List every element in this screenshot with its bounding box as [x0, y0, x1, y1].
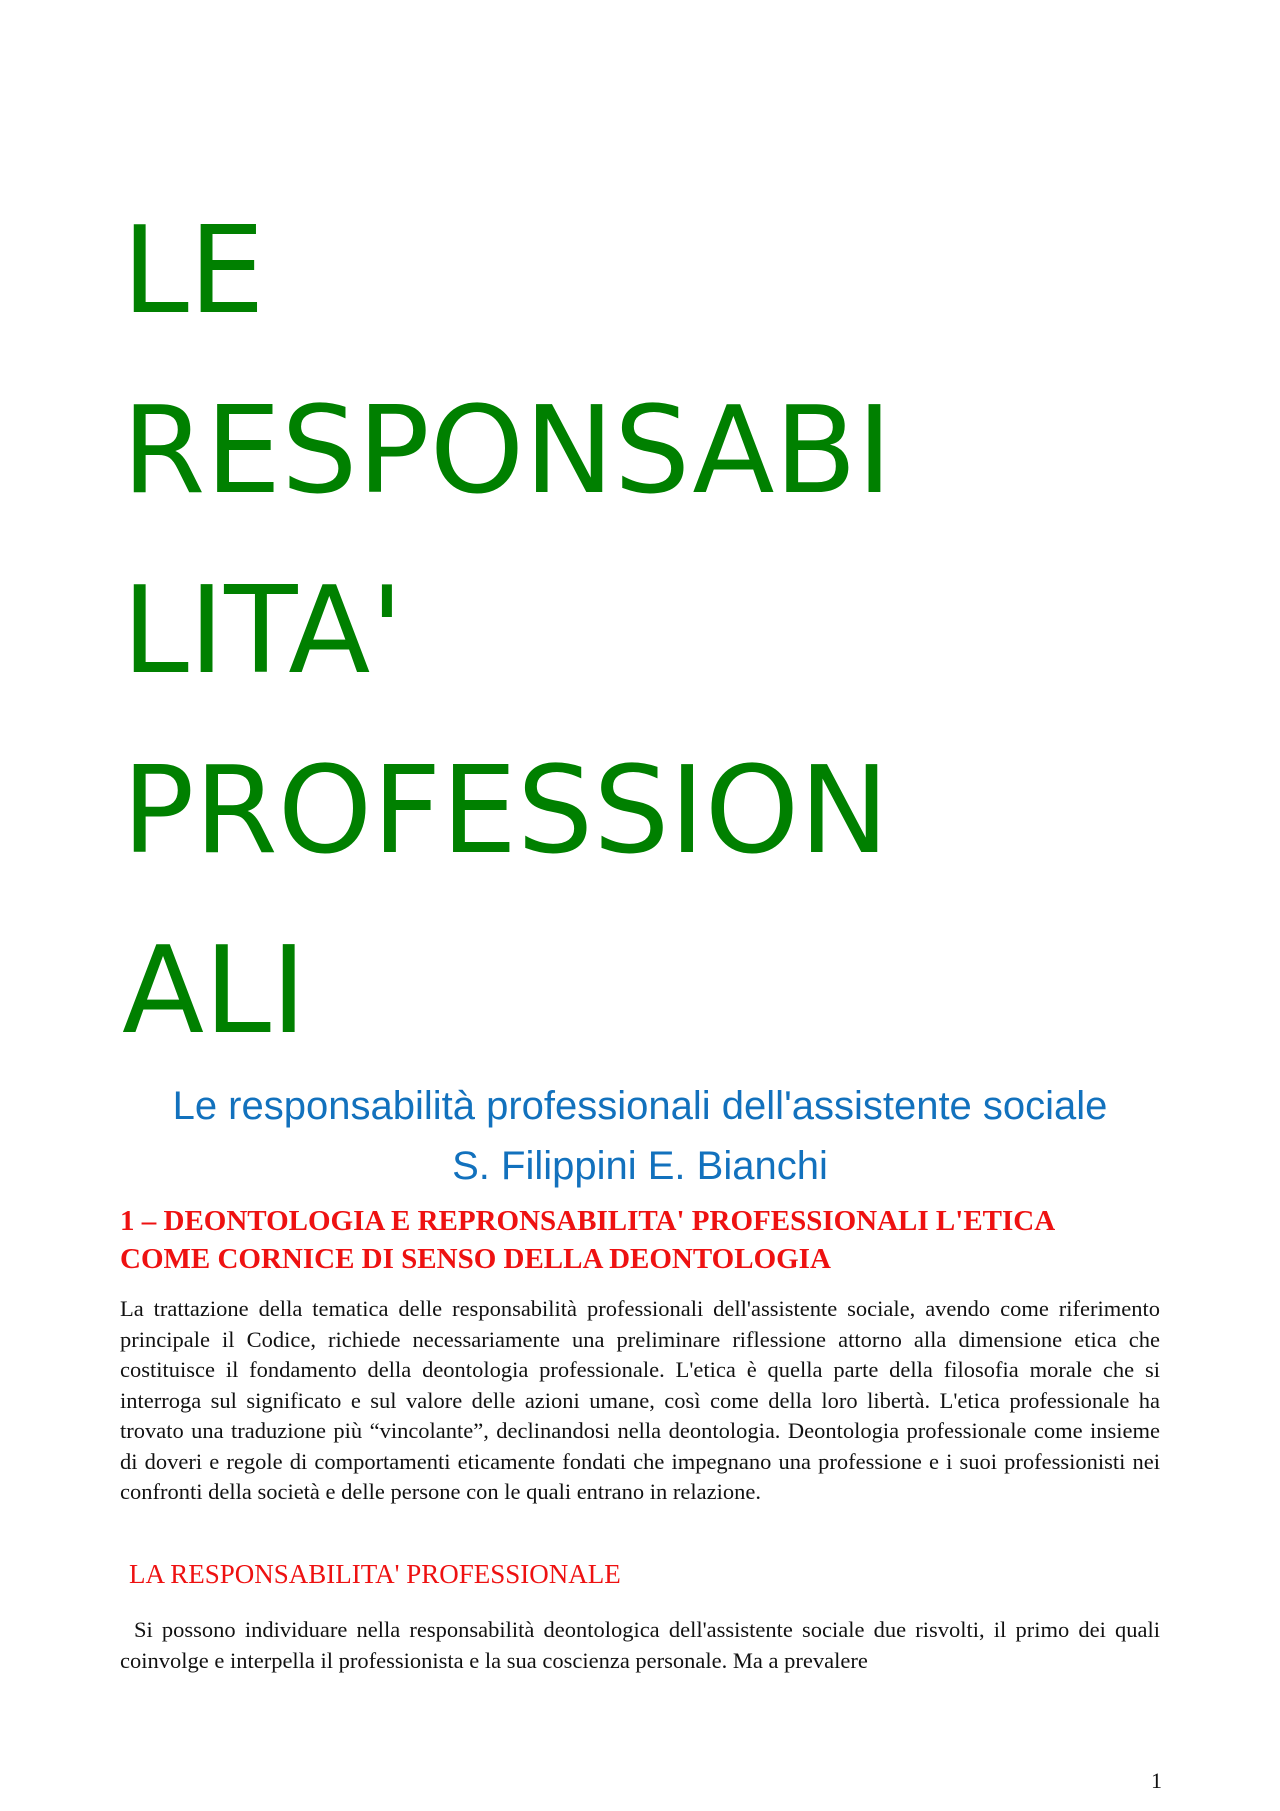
section-heading: [120, 1202, 1160, 1278]
subheading-professional-responsibility: LA RESPONSABILITA' PROFESSIONALE: [129, 1559, 621, 1589]
title-line: ALI: [122, 922, 307, 1061]
title-line: PROFESSION: [122, 742, 889, 881]
paragraph-deontology: La trattazione della tematica delle responsabilità professionali dell'assistente sociale, avendo come riferimento principale il Codice, richiede necessariamente una preliminare riflessione attorno alla dimensione etica che costituisce il fondamento della deontologia professionale. L'etica è quella parte della filosofia morale che si interroga sul significato e sul valore delle azioni umane, così come della loro libertà. L'etica professionale ha trovato una traduzione più “vincolante”, declinandosi nella deontologia. Deontologia professionale come insieme di doveri e regole di comportamenti eticamente fondati che impegnano una professione e i suoi professionisti nei confronti della società e delle persone con le quali entrano in relazione.: [120, 1296, 1160, 1504]
document-subtitle: Le responsabilità professionali dell'assistente sociale: [172, 1084, 1108, 1128]
document-title: [122, 182, 1182, 1082]
paragraph-responsibility: Si possono individuare nella responsabilità deontologica dell'assistente sociale due risvolti, il primo dei quali coinvolge e interpella il professionista e la sua coscienza personale. Ma a prevalere: [120, 1617, 1160, 1673]
title-line: LITA': [122, 562, 404, 701]
document-authors: S. Filippini E. Bianchi: [452, 1144, 828, 1188]
section-heading-line: 1 – DEONTOLOGIA E REPRONSABILITA' PROFESSIONALI L'ETICA: [120, 1205, 1056, 1237]
title-line: RESPONSABI: [122, 382, 893, 521]
title-line: LE: [122, 202, 265, 341]
section-heading-line: COME CORNICE DI SENSO DELLA DEONTOLOGIA: [120, 1243, 831, 1275]
page-number: 1: [1151, 1768, 1162, 1793]
